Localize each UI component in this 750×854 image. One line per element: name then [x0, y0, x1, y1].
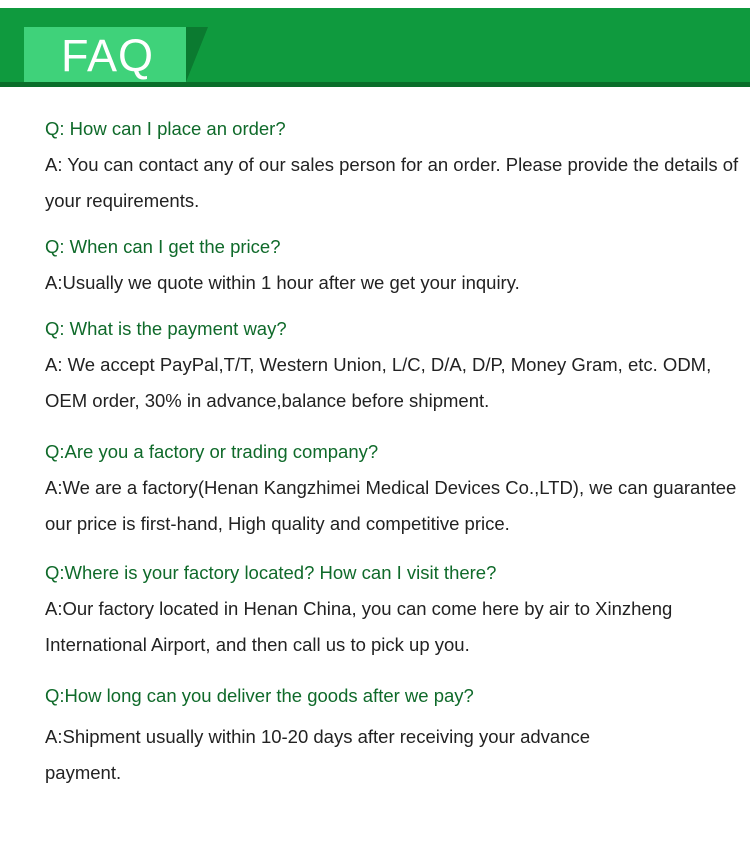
faq-question-5: Q:Where is your factory located? How can I visit there?: [45, 562, 497, 583]
faq-answer-2: A:Usually we quote within 1 hour after we get your inquiry.: [45, 272, 520, 293]
faq-title: FAQ: [61, 30, 155, 81]
faq-answer-4: A:We are a factory(Henan Kangzhimei Medical Devices Co.,LTD), we can guarantee our price is first-hand, High quality and competitive price.: [45, 477, 737, 534]
faq-tab-shadow: [186, 27, 208, 82]
faq-question-1: Q: How can I place an order?: [45, 118, 286, 139]
faq-question-3: Q: What is the payment way?: [45, 318, 287, 339]
faq-answer-3: A: We accept PayPal,T/T, Western Union, L/C, D/A, D/P, Money Gram, etc. ODM, OEM order, 30% in advance,balance before shipment.: [45, 354, 712, 411]
faq-question-6: Q:How long can you deliver the goods after we pay?: [45, 685, 474, 706]
faq-question-4: Q:Are you a factory or trading company?: [45, 441, 379, 462]
faq-answer-1: A: You can contact any of our sales person for an order. Please provide the details of your requirements.: [45, 154, 739, 211]
faq-question-2: Q: When can I get the price?: [45, 236, 281, 257]
header-divider: [0, 82, 750, 87]
faq-answer-6: A:Shipment usually within 10-20 days after receiving your advance payment.: [45, 726, 591, 783]
faq-answer-5: A:Our factory located in Henan China, you can come here by air to Xinzheng International Airport, and then call us to pick up you.: [45, 598, 673, 655]
